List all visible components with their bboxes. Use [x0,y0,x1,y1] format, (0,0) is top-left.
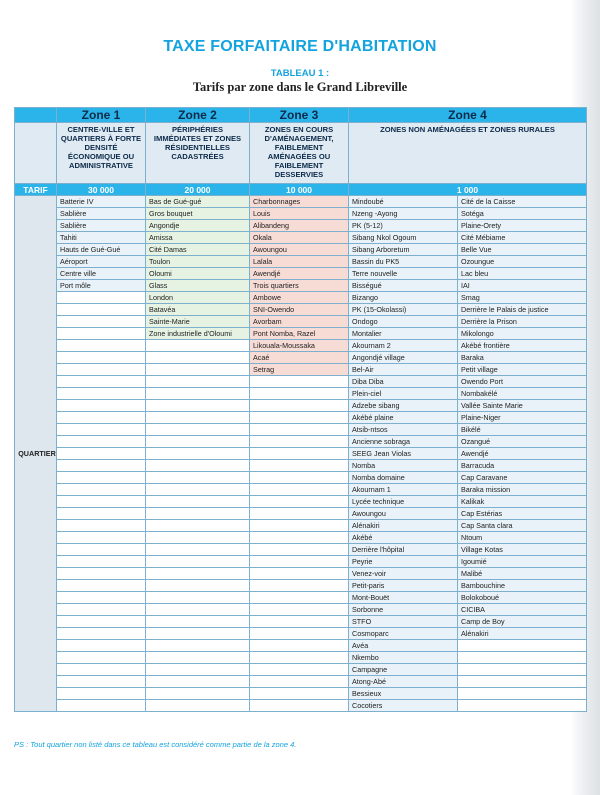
table-row [15,508,587,520]
quartier-cell: Batavéa [146,304,250,316]
quartier-cell [146,628,250,640]
quartier-cell [146,532,250,544]
quartier-cell [146,496,250,508]
quartier-cell [146,376,250,388]
quartier-cell: Cap Caravane [458,472,587,484]
quartier-cell: Derrière la Prison [458,316,587,328]
quartier-cell [250,616,349,628]
quartier-cell: Awoungou [250,244,349,256]
quartier-cell [57,604,146,616]
table-corner-blank [15,123,57,184]
zone-tarif: 30 000 [57,184,146,196]
table-row [15,496,587,508]
quartier-cell [250,628,349,640]
quartier-cell: Likouala-Moussaka [250,340,349,352]
quartier-cell: Plaine-Niger [458,412,587,424]
quartier-cell: Angondjé village [349,352,458,364]
quartier-cell: Ambowe [250,292,349,304]
table-row [15,640,587,652]
quartier-cell [250,424,349,436]
table-row [15,448,587,460]
quartier-cell [57,340,146,352]
quartier-cell [146,424,250,436]
zone-header: Zone 4 [349,108,587,123]
quartier-cell: Hauts de Gué-Gué [57,244,146,256]
quartier-cell [250,700,349,712]
quartier-cell [146,400,250,412]
table-row [15,292,587,304]
quartier-cell: Acaé [250,352,349,364]
quartier-cell: Belle Vue [458,244,587,256]
quartier-cell: Bolokoboué [458,592,587,604]
quartier-cell: Cosmoparc [349,628,458,640]
table-row [15,388,587,400]
zone-tarif: 1 000 [349,184,587,196]
quartier-cell: Bisségué [349,280,458,292]
quartier-cell [57,388,146,400]
quartier-cell [146,436,250,448]
quartier-cell: Nomba domaine [349,472,458,484]
quartier-cell: Nombakélé [458,388,587,400]
table-row [15,244,587,256]
quartier-cell: CICIBA [458,604,587,616]
quartier-cell: Bas de Gué-gué [146,196,250,208]
quartier-cell: Barracuda [458,460,587,472]
quartier-cell: Okala [250,232,349,244]
quartier-cell: Venez-voir [349,568,458,580]
quartier-cell [146,568,250,580]
quartier-cell: Montalier [349,328,458,340]
tarif-label: TARIF [15,184,57,196]
quartier-cell: Atsib-ntsos [349,424,458,436]
quartier-cell [57,376,146,388]
quartier-cell [146,364,250,376]
quartier-cell [250,556,349,568]
quartier-cell [146,544,250,556]
quartier-cell: Nomba [349,460,458,472]
zone-tarif: 10 000 [250,184,349,196]
quartier-cell [146,640,250,652]
quartier-cell: Bessieux [349,688,458,700]
quartier-cell [57,460,146,472]
quartier-cell [250,388,349,400]
quartier-cell: Bambouchine [458,580,587,592]
quartier-cell: Village Kotas [458,544,587,556]
quartier-cell [458,700,587,712]
table-row [15,196,587,208]
quartier-cell: Petit-paris [349,580,458,592]
quartier-cell: PK (15-Okolassi) [349,304,458,316]
table-row [15,520,587,532]
table-row [15,316,587,328]
table-row [15,532,587,544]
quartier-cell: Ancienne sobraga [349,436,458,448]
quartier-cell: Alénakiri [458,628,587,640]
quartier-cell [250,484,349,496]
table-row [15,460,587,472]
quartier-cell [146,388,250,400]
table-row [15,688,587,700]
quartier-cell [458,640,587,652]
quartier-cell [57,652,146,664]
quartier-cell: Bel-Air [349,364,458,376]
quartier-cell [57,520,146,532]
quartier-cell [250,448,349,460]
quartier-cell: Alénakiri [349,520,458,532]
quartier-cell: Lalala [250,256,349,268]
quartier-cell: Pont Nomba, Razel [250,328,349,340]
quartier-cell: Smag [458,292,587,304]
table-row [15,556,587,568]
quartier-cell [57,448,146,460]
table-label: TABLEAU 1 : [270,68,330,79]
quartier-cell [57,556,146,568]
quartier-cell: Akébé [349,532,458,544]
quartier-cell [57,496,146,508]
quartier-cell [57,640,146,652]
table-row [15,340,587,352]
table-caption: Tarifs par zone dans le Grand Libreville [192,80,408,94]
quartier-cell: Awoungou [349,508,458,520]
quartier-cell [57,676,146,688]
quartier-cell [57,436,146,448]
quartier-cell [146,580,250,592]
table-row [15,220,587,232]
quartier-cell [57,688,146,700]
quartier-cell [250,400,349,412]
quartier-cell: Adzebe sibang [349,400,458,412]
quartier-cell: Amissa [146,232,250,244]
table-row [15,256,587,268]
quartier-cell: Trois quartiers [250,280,349,292]
quartier-cell [57,532,146,544]
quartier-cell: Toulon [146,256,250,268]
table-row [15,328,587,340]
quartier-cell [250,412,349,424]
quartier-cell [146,412,250,424]
quartier-cell: Sablière [57,220,146,232]
zone-description: CENTRE-VILLE ET QUARTIERS À FORTE DENSITÉ ÉCONOMIQUE OU ADMINISTRATIVE [57,123,146,184]
quartier-cell: Avorbam [250,316,349,328]
quartier-cell [146,664,250,676]
quartier-cell: Cocotiers [349,700,458,712]
table-row [15,484,587,496]
quartier-cell: Cap Estérias [458,508,587,520]
quartier-cell: PK (5-12) [349,220,458,232]
quartier-cell: Cité de la Caisse [458,196,587,208]
quartier-cell: Akébé frontière [458,340,587,352]
table-row [15,580,587,592]
quartier-cell [57,316,146,328]
quartier-cell: Baraka [458,352,587,364]
table-row [15,304,587,316]
quartier-cell: Lycée technique [349,496,458,508]
quartier-cell [57,568,146,580]
quartier-cell: Sainte-Marie [146,316,250,328]
zone-description: PÉRIPHÉRIES IMMÉDIATES ET ZONES RÉSIDENTIELLES CADASTRÉES [146,123,250,184]
quartier-cell [57,664,146,676]
quartier-cell [146,592,250,604]
quartier-cell [57,472,146,484]
quartier-cell: Angondje [146,220,250,232]
quartier-cell: Diba Diba [349,376,458,388]
quartier-cell [57,364,146,376]
quartier-cell: Akournam 2 [349,340,458,352]
quartier-cell [146,484,250,496]
quartier-cell: IAI [458,280,587,292]
quartier-cell [57,700,146,712]
quartier-cell [250,604,349,616]
quartier-cell: Bizango [349,292,458,304]
quartier-cell [146,676,250,688]
quartier-cell: Batterie IV [57,196,146,208]
zone-description: ZONES NON AMÉNAGÉES ET ZONES RURALES [349,123,587,184]
quartier-cell [146,556,250,568]
quartier-cell: Zone industrielle d'Oloumi [146,328,250,340]
quartier-cell: Aéroport [57,256,146,268]
quartier-cell: Plein-ciel [349,388,458,400]
quartier-cell [57,412,146,424]
table-row [15,400,587,412]
table-corner [15,108,57,123]
tariff-table [14,107,587,712]
quartier-cell [146,448,250,460]
table-row [15,376,587,388]
quartier-cell: London [146,292,250,304]
quartier-cell: Cap Santa clara [458,520,587,532]
table-row [15,676,587,688]
quartier-cell: Derrière l'hôpital [349,544,458,556]
zone-header: Zone 1 [57,108,146,123]
quartier-cell [57,400,146,412]
table-row [15,628,587,640]
quartier-cell: Owendo Port [458,376,587,388]
quartier-cell [146,688,250,700]
quartier-cell [250,496,349,508]
quartier-cell: Setrag [250,364,349,376]
quartier-cell [458,652,587,664]
quartier-cell [250,520,349,532]
quartier-cell [250,460,349,472]
quartier-cell [250,688,349,700]
quartier-cell [57,628,146,640]
quartier-cell: Cité Damas [146,244,250,256]
quartier-cell: Camp de Boy [458,616,587,628]
table-row [15,616,587,628]
quartier-cell: Akournam 1 [349,484,458,496]
table-row [15,472,587,484]
table-row [15,364,587,376]
quartier-cell: Mindoubé [349,196,458,208]
table-row [15,268,587,280]
quartier-cell [146,700,250,712]
quartier-cell: Derrière le Palais de justice [458,304,587,316]
quartier-cell [250,532,349,544]
quartier-cell: Sibang Nkol Ogoum [349,232,458,244]
quartier-cell: Ntoum [458,532,587,544]
table-row [15,652,587,664]
quartier-cell: Louis [250,208,349,220]
quartier-cell [57,304,146,316]
quartier-cell: Malibé [458,568,587,580]
zone-header: Zone 3 [250,108,349,123]
quartier-cell [250,568,349,580]
quartier-cell: Centre ville [57,268,146,280]
quartier-cell: Sorbonne [349,604,458,616]
quartier-cell: Petit village [458,364,587,376]
quartier-cell [250,652,349,664]
quartier-cell: STFO [349,616,458,628]
quartier-cell [146,352,250,364]
quartier-cell: Terre nouvelle [349,268,458,280]
quartier-cell: Awendjé [458,448,587,460]
quartier-cell: Baraka mission [458,484,587,496]
quartier-cell [146,652,250,664]
footnote: PS : Tout quartier non listé dans ce tableau est considéré comme partie de la zone 4. [14,740,297,749]
table-row [15,208,587,220]
quartier-label: QUARTIER [15,196,57,712]
quartier-cell: Awendjé [250,268,349,280]
quartier-cell: Gros bouquet [146,208,250,220]
table-row [15,568,587,580]
quartier-cell: Akébé plaine [349,412,458,424]
quartier-cell [57,544,146,556]
table-row [15,604,587,616]
quartier-cell [146,508,250,520]
quartier-cell: Alibandeng [250,220,349,232]
quartier-cell: SEEG Jean Violas [349,448,458,460]
quartier-cell: Charbonnages [250,196,349,208]
quartier-cell: Bassin du PK5 [349,256,458,268]
zone-tarif: 20 000 [146,184,250,196]
quartier-cell: Sablière [57,208,146,220]
quartier-cell [458,664,587,676]
quartier-cell: Ozangué [458,436,587,448]
quartier-cell: Avéa [349,640,458,652]
quartier-cell [57,592,146,604]
quartier-cell: Campagne [349,664,458,676]
quartier-cell [458,688,587,700]
quartier-cell [250,472,349,484]
quartier-cell [250,676,349,688]
quartier-cell: Port môle [57,280,146,292]
quartier-cell: Ozoungue [458,256,587,268]
quartier-cell: Nkembo [349,652,458,664]
quartier-cell [57,484,146,496]
quartier-cell [250,640,349,652]
quartier-cell: Ondogo [349,316,458,328]
table-row [15,424,587,436]
quartier-cell: Mikolongo [458,328,587,340]
zone-header: Zone 2 [146,108,250,123]
quartier-cell: SNI-Owendo [250,304,349,316]
quartier-cell: Mont-Bouët [349,592,458,604]
quartier-cell [250,436,349,448]
quartier-cell: Oloumi [146,268,250,280]
quartier-cell: Bikélé [458,424,587,436]
quartier-cell [57,424,146,436]
zone-description: ZONES EN COURS D'AMÉNAGEMENT, FAIBLEMENT AMÉNAGÉES OU FAIBLEMENT DESSERVIES [250,123,349,184]
quartier-cell: Atong-Abé [349,676,458,688]
table-row [15,700,587,712]
quartier-cell [57,328,146,340]
quartier-cell [250,544,349,556]
quartier-cell: Tahiti [57,232,146,244]
table-row [15,436,587,448]
quartier-cell [57,292,146,304]
page-title: TAXE FORFAITAIRE D'HABITATION [163,38,437,55]
quartier-cell: Lac bleu [458,268,587,280]
quartier-cell [146,340,250,352]
quartier-cell: Igoumié [458,556,587,568]
table-row [15,544,587,556]
quartier-cell: Vallée Sainte Marie [458,400,587,412]
quartier-cell [57,616,146,628]
quartier-cell [57,352,146,364]
quartier-cell: Nzeng -Ayong [349,208,458,220]
quartier-cell: Cité Mébiame [458,232,587,244]
quartier-cell [146,460,250,472]
quartier-cell: Sibang Arboretum [349,244,458,256]
quartier-cell [250,376,349,388]
table-row [15,232,587,244]
quartier-cell [250,508,349,520]
quartier-cell [458,676,587,688]
quartier-cell [250,580,349,592]
quartier-cell: Peyrie [349,556,458,568]
quartier-rows [15,196,587,712]
quartier-cell [146,520,250,532]
quartier-cell [57,508,146,520]
table-row [15,280,587,292]
quartier-cell: Plaine-Orety [458,220,587,232]
quartier-cell [146,604,250,616]
quartier-cell [146,616,250,628]
table-row [15,352,587,364]
quartier-cell [250,664,349,676]
table-row [15,412,587,424]
quartier-cell [57,580,146,592]
quartier-cell [250,592,349,604]
table-row [15,664,587,676]
quartier-cell: Kalikak [458,496,587,508]
quartier-cell [146,472,250,484]
quartier-cell: Sotéga [458,208,587,220]
table-row [15,592,587,604]
quartier-cell: Glass [146,280,250,292]
